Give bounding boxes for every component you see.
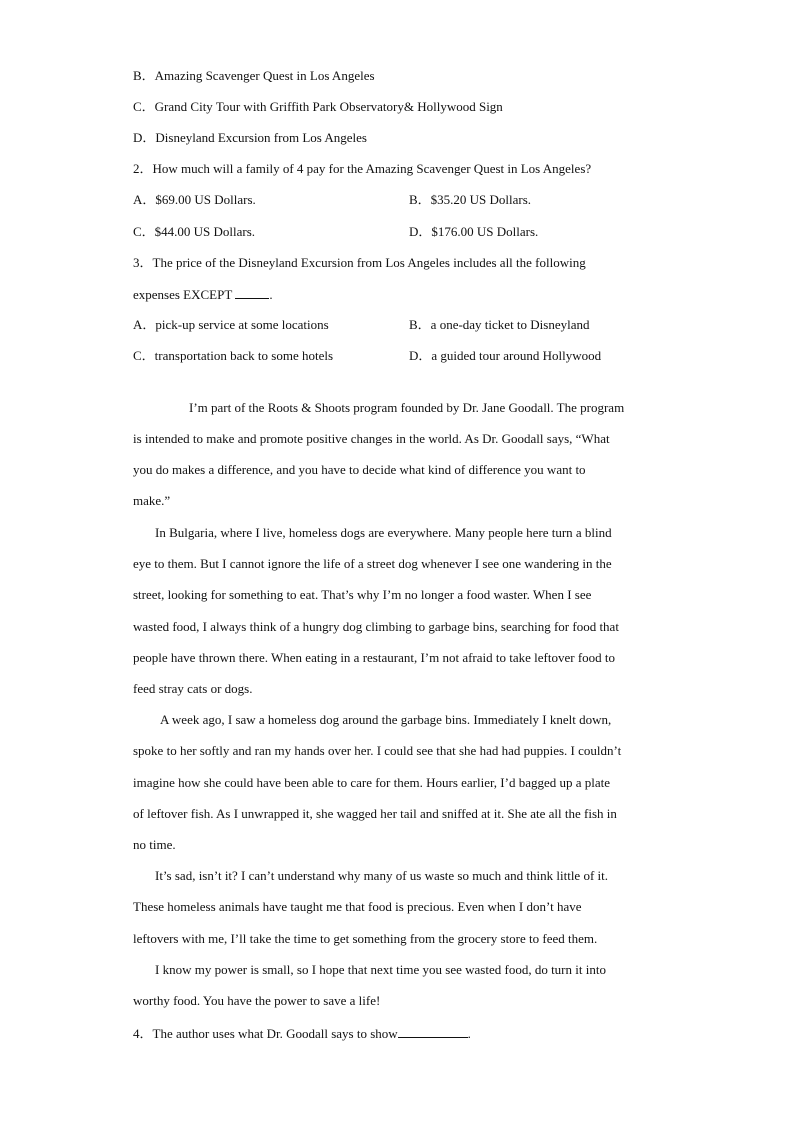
q3-option-a: A．pick-up service at some locations: [133, 317, 329, 332]
q3-option-d: D．a guided tour around Hollywood: [409, 348, 602, 363]
passage-line: eye to them. But I cannot ignore the life of a street dog whenever I see one wandering in the: [133, 556, 612, 571]
passage-line: feed stray cats or dogs.: [133, 681, 253, 696]
q2-option-c: C．$44.00 US Dollars.: [133, 224, 256, 239]
answer-blank: [398, 1025, 468, 1038]
passage-line: no time.: [133, 837, 176, 852]
q1-option-c: C．Grand City Tour with Griffith Park Observatory& Hollywood Sign: [133, 99, 503, 114]
passage-line: worthy food. You have the power to save a life!: [133, 993, 381, 1008]
passage-line: you do makes a difference, and you have to decide what kind of difference you want to: [133, 462, 586, 477]
q3-stem-line1: 3．The price of the Disneyland Excursion from Los Angeles includes all the following: [133, 255, 586, 270]
answer-blank: [235, 286, 269, 299]
q1-option-d: D．Disneyland Excursion from Los Angeles: [133, 130, 367, 145]
passage-line: I’m part of the Roots & Shoots program founded by Dr. Jane Goodall. The program: [189, 400, 625, 415]
passage-line: These homeless animals have taught me that food is precious. Even when I don’t have: [133, 899, 582, 914]
q4-stem-line: [133, 1025, 471, 1042]
q2-option-d: D．$176.00 US Dollars.: [409, 224, 539, 239]
passage-line: A week ago, I saw a homeless dog around the garbage bins. Immediately I knelt down,: [160, 712, 612, 727]
q2-option-b: B．$35.20 US Dollars.: [409, 192, 532, 207]
q3-stem-line2: [133, 286, 273, 303]
passage-line: spoke to her softly and ran my hands over her. I could see that she had had puppies. I couldn’t: [133, 743, 622, 758]
passage-line: of leftover fish. As I unwrapped it, she wagged her tail and sniffed at it. She ate all the fish in: [133, 806, 617, 821]
q3-option-c: C．transportation back to some hotels: [133, 348, 334, 363]
passage-line: make.”: [133, 493, 171, 508]
q4-stem-end: .: [467, 1026, 471, 1041]
passage-line: street, looking for something to eat. That’s why I’m no longer a food waster. When I see: [133, 587, 592, 602]
q3-stem-text: expenses EXCEPT: [133, 287, 236, 302]
passage-line: It’s sad, isn’t it? I can’t understand why many of us waste so much and think little of it.: [155, 868, 609, 883]
q2-option-a: A．$69.00 US Dollars.: [133, 192, 256, 207]
q3-option-b: B．a one-day ticket to Disneyland: [409, 317, 590, 332]
passage-line: is intended to make and promote positive changes in the world. As Dr. Goodall says, “What: [133, 431, 610, 446]
passage-line: wasted food, I always think of a hungry dog climbing to garbage bins, searching for food that: [133, 619, 619, 634]
passage-line: people have thrown there. When eating in a restaurant, I’m not afraid to take leftover food to: [133, 650, 616, 665]
q4-stem: 4．The author uses what Dr. Goodall says to show: [133, 1026, 398, 1041]
q3-stem-end: .: [269, 287, 273, 302]
passage-line: In Bulgaria, where I live, homeless dogs are everywhere. Many people here turn a blind: [155, 525, 612, 540]
passage-line: imagine how she could have been able to care for them. Hours earlier, I’d bagged up a plate: [133, 775, 611, 790]
passage-line: leftovers with me, I’ll take the time to get something from the grocery store to feed them.: [133, 931, 598, 946]
q1-option-b: B．Amazing Scavenger Quest in Los Angeles: [133, 68, 375, 83]
passage-line: I know my power is small, so I hope that next time you see wasted food, do turn it into: [155, 962, 606, 977]
q2-stem: 2．How much will a family of 4 pay for the Amazing Scavenger Quest in Los Angeles?: [133, 161, 592, 176]
